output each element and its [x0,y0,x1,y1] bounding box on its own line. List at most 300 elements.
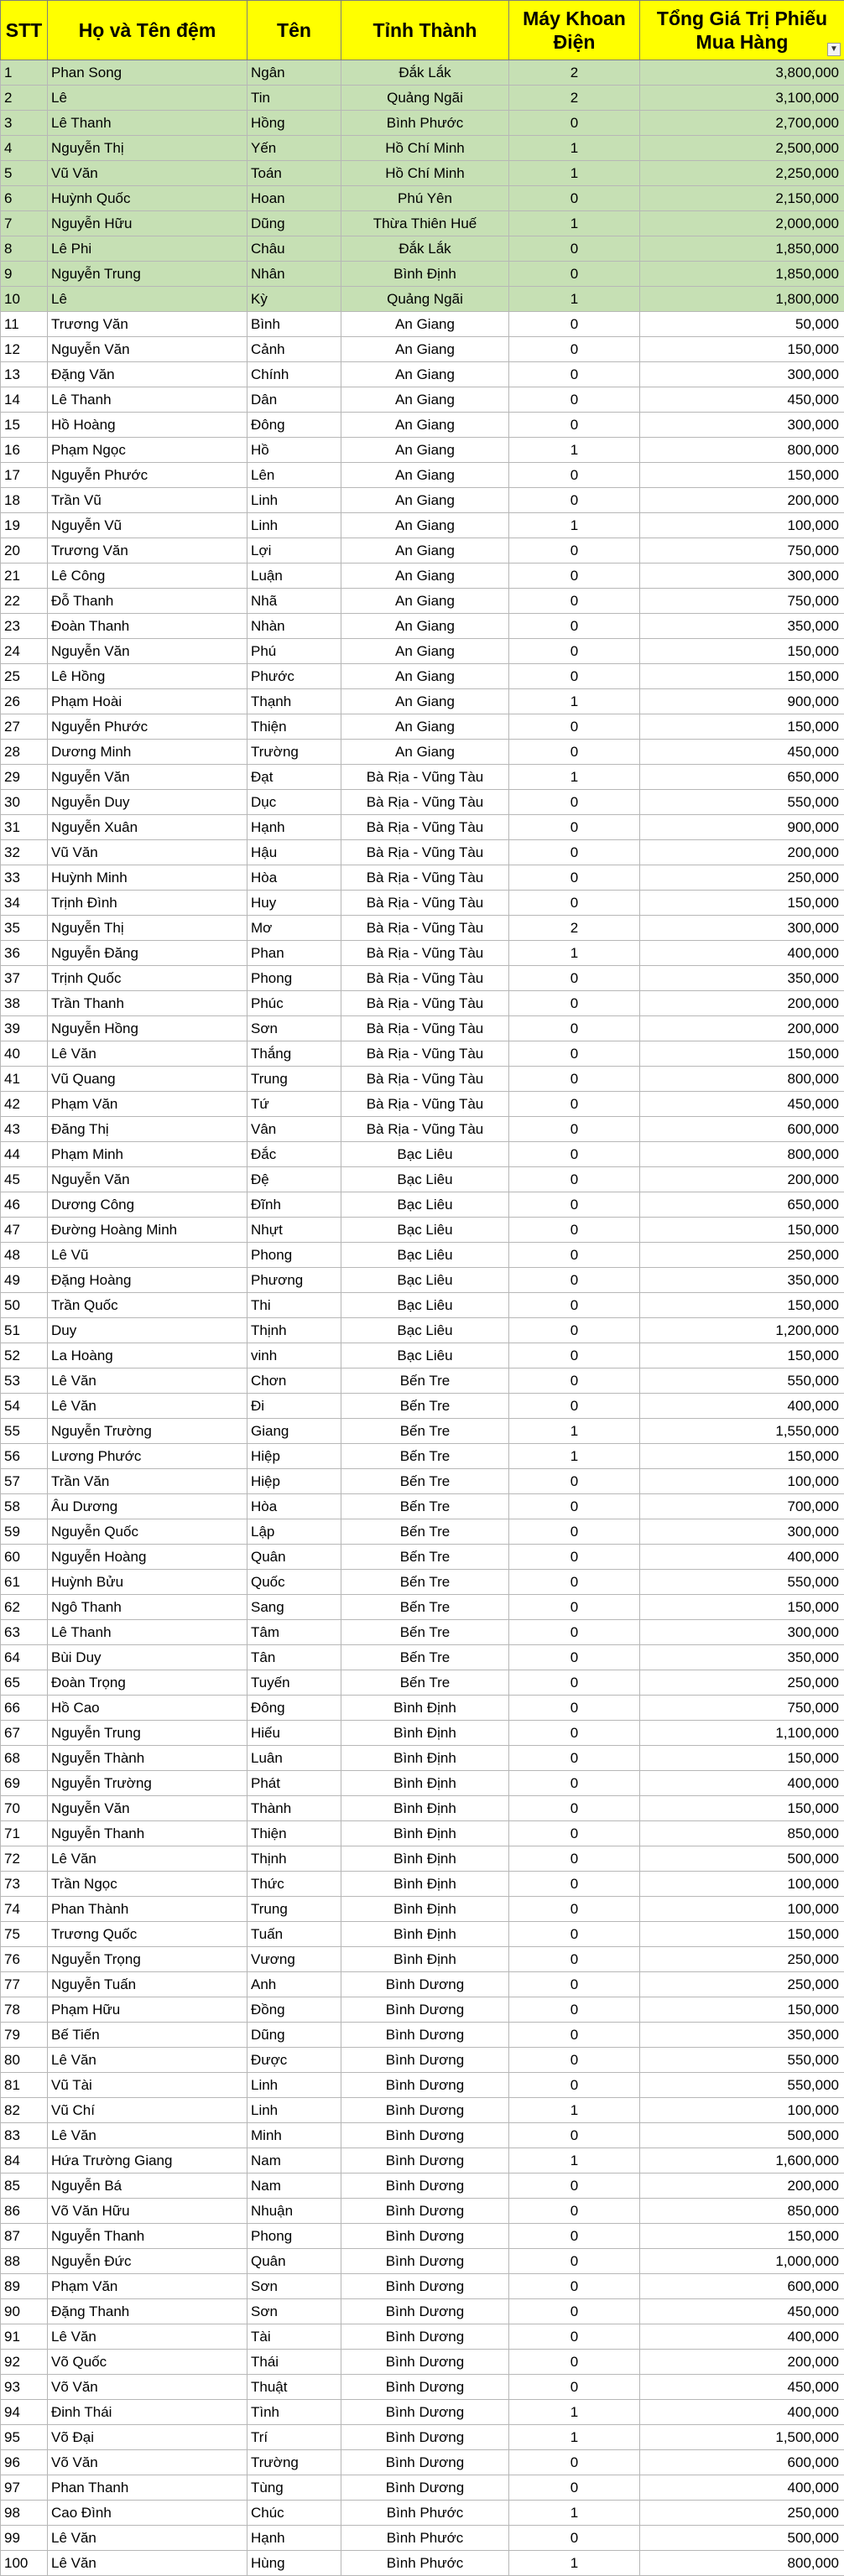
cell-may-khoan-dien[interactable]: 0 [509,262,640,287]
cell-tong-gia-tri[interactable]: 400,000 [640,941,844,966]
cell-stt[interactable]: 13 [1,362,48,387]
cell-may-khoan-dien[interactable]: 0 [509,714,640,740]
cell-ho-ten-dem[interactable]: Nguyễn Văn [48,1796,247,1821]
cell-ten[interactable]: Nhuận [247,2199,341,2224]
cell-may-khoan-dien[interactable]: 1 [509,765,640,790]
cell-ho-ten-dem[interactable]: Nguyễn Trường [48,1771,247,1796]
cell-ho-ten-dem[interactable]: Đặng Hoàng [48,1268,247,1293]
cell-may-khoan-dien[interactable]: 2 [509,60,640,86]
cell-tong-gia-tri[interactable]: 700,000 [640,1494,844,1519]
cell-ho-ten-dem[interactable]: Nguyễn Phước [48,463,247,488]
cell-stt[interactable]: 23 [1,614,48,639]
cell-stt[interactable]: 95 [1,2425,48,2450]
cell-tong-gia-tri[interactable]: 800,000 [640,438,844,463]
cell-ten[interactable]: vinh [247,1343,341,1368]
cell-tong-gia-tri[interactable]: 400,000 [640,2324,844,2350]
cell-tong-gia-tri[interactable]: 150,000 [640,2224,844,2249]
cell-tinh-thanh[interactable]: An Giang [341,689,509,714]
cell-ten[interactable]: Hùng [247,2551,341,2576]
cell-stt[interactable]: 77 [1,1972,48,1997]
cell-tong-gia-tri[interactable]: 350,000 [640,1268,844,1293]
cell-ten[interactable]: Linh [247,2073,341,2098]
cell-tinh-thanh[interactable]: Bến Tre [341,1394,509,1419]
cell-ten[interactable]: Kỳ [247,287,341,312]
cell-may-khoan-dien[interactable]: 0 [509,1494,640,1519]
cell-ho-ten-dem[interactable]: Dương Công [48,1192,247,1218]
cell-tinh-thanh[interactable]: Bình Dương [341,2350,509,2375]
cell-stt[interactable]: 38 [1,991,48,1016]
cell-ho-ten-dem[interactable]: Nguyễn Thành [48,1746,247,1771]
cell-stt[interactable]: 2 [1,86,48,111]
cell-may-khoan-dien[interactable]: 0 [509,589,640,614]
cell-may-khoan-dien[interactable]: 0 [509,1142,640,1167]
cell-stt[interactable]: 29 [1,765,48,790]
cell-ho-ten-dem[interactable]: Ngô Thanh [48,1595,247,1620]
cell-may-khoan-dien[interactable]: 0 [509,1721,640,1746]
cell-may-khoan-dien[interactable]: 0 [509,2299,640,2324]
cell-ho-ten-dem[interactable]: Phan Thành [48,1897,247,1922]
cell-may-khoan-dien[interactable]: 0 [509,2224,640,2249]
cell-ten[interactable]: Hậu [247,840,341,865]
cell-ho-ten-dem[interactable]: Nguyễn Thị [48,136,247,161]
cell-stt[interactable]: 82 [1,2098,48,2123]
cell-tinh-thanh[interactable]: Bà Rịa - Vũng Tàu [341,991,509,1016]
cell-tinh-thanh[interactable]: Bình Phước [341,2501,509,2526]
cell-tong-gia-tri[interactable]: 250,000 [640,1670,844,1696]
cell-tinh-thanh[interactable]: Bạc Liêu [341,1192,509,1218]
cell-may-khoan-dien[interactable]: 0 [509,463,640,488]
cell-may-khoan-dien[interactable]: 0 [509,1343,640,1368]
sort-filter-icon[interactable]: ▼ [827,43,841,56]
cell-may-khoan-dien[interactable]: 0 [509,2274,640,2299]
cell-stt[interactable]: 81 [1,2073,48,2098]
cell-tinh-thanh[interactable]: An Giang [341,564,509,589]
cell-ten[interactable]: Trung [247,1897,341,1922]
cell-ten[interactable]: Phương [247,1268,341,1293]
cell-tinh-thanh[interactable]: Bà Rịa - Vũng Tàu [341,1016,509,1041]
cell-tong-gia-tri[interactable]: 3,100,000 [640,86,844,111]
cell-ho-ten-dem[interactable]: Phan Song [48,60,247,86]
cell-stt[interactable]: 56 [1,1444,48,1469]
cell-tong-gia-tri[interactable]: 150,000 [640,1746,844,1771]
cell-stt[interactable]: 53 [1,1368,48,1394]
cell-ten[interactable]: Trí [247,2425,341,2450]
cell-tong-gia-tri[interactable]: 150,000 [640,1444,844,1469]
cell-ho-ten-dem[interactable]: Trương Văn [48,538,247,564]
cell-stt[interactable]: 19 [1,513,48,538]
cell-may-khoan-dien[interactable]: 1 [509,2425,640,2450]
cell-ho-ten-dem[interactable]: Lê Vũ [48,1243,247,1268]
cell-tong-gia-tri[interactable]: 750,000 [640,538,844,564]
cell-ten[interactable]: Hòa [247,865,341,891]
cell-ho-ten-dem[interactable]: Phạm Văn [48,1092,247,1117]
cell-stt[interactable]: 10 [1,287,48,312]
cell-tinh-thanh[interactable]: Bến Tre [341,1494,509,1519]
cell-tong-gia-tri[interactable]: 550,000 [640,1368,844,1394]
cell-ten[interactable]: Đắc [247,1142,341,1167]
cell-may-khoan-dien[interactable]: 0 [509,1394,640,1419]
cell-tong-gia-tri[interactable]: 850,000 [640,2199,844,2224]
cell-ten[interactable]: Chúc [247,2501,341,2526]
cell-tong-gia-tri[interactable]: 750,000 [640,589,844,614]
cell-tong-gia-tri[interactable]: 2,150,000 [640,186,844,211]
cell-may-khoan-dien[interactable]: 1 [509,513,640,538]
cell-stt[interactable]: 62 [1,1595,48,1620]
cell-may-khoan-dien[interactable]: 0 [509,1947,640,1972]
cell-may-khoan-dien[interactable]: 0 [509,1872,640,1897]
cell-may-khoan-dien[interactable]: 1 [509,2400,640,2425]
header-may-khoan-dien[interactable]: Máy Khoan Điện [509,1,640,60]
cell-tong-gia-tri[interactable]: 550,000 [640,1570,844,1595]
cell-ho-ten-dem[interactable]: Nguyễn Đức [48,2249,247,2274]
cell-ho-ten-dem[interactable]: Đoàn Thanh [48,614,247,639]
cell-tong-gia-tri[interactable]: 1,850,000 [640,262,844,287]
cell-ho-ten-dem[interactable]: Lê Hồng [48,664,247,689]
cell-tinh-thanh[interactable]: An Giang [341,463,509,488]
cell-stt[interactable]: 30 [1,790,48,815]
cell-tinh-thanh[interactable]: Bà Rịa - Vũng Tàu [341,1067,509,1092]
cell-tinh-thanh[interactable]: Bạc Liêu [341,1318,509,1343]
cell-ten[interactable]: Nam [247,2174,341,2199]
cell-may-khoan-dien[interactable]: 1 [509,689,640,714]
cell-tong-gia-tri[interactable]: 150,000 [640,463,844,488]
cell-tinh-thanh[interactable]: Bà Rịa - Vũng Tàu [341,815,509,840]
cell-ten[interactable]: Vương [247,1947,341,1972]
cell-stt[interactable]: 45 [1,1167,48,1192]
header-ten[interactable]: Tên [247,1,341,60]
cell-ten[interactable]: Hiệp [247,1444,341,1469]
cell-tong-gia-tri[interactable]: 100,000 [640,1469,844,1494]
cell-tinh-thanh[interactable]: Bình Dương [341,2098,509,2123]
cell-stt[interactable]: 7 [1,211,48,236]
cell-ho-ten-dem[interactable]: Phạm Hữu [48,1997,247,2023]
cell-ho-ten-dem[interactable]: Duy [48,1318,247,1343]
cell-tinh-thanh[interactable]: Bình Phước [341,2551,509,2576]
cell-tong-gia-tri[interactable]: 250,000 [640,1972,844,1997]
cell-stt[interactable]: 21 [1,564,48,589]
cell-may-khoan-dien[interactable]: 0 [509,1368,640,1394]
cell-tong-gia-tri[interactable]: 1,800,000 [640,287,844,312]
cell-tinh-thanh[interactable]: Bà Rịa - Vũng Tàu [341,1092,509,1117]
cell-ten[interactable]: Đạt [247,765,341,790]
cell-stt[interactable]: 26 [1,689,48,714]
cell-tong-gia-tri[interactable]: 300,000 [640,413,844,438]
cell-may-khoan-dien[interactable]: 0 [509,2450,640,2475]
cell-tinh-thanh[interactable]: An Giang [341,312,509,337]
cell-stt[interactable]: 4 [1,136,48,161]
cell-may-khoan-dien[interactable]: 0 [509,2475,640,2501]
cell-tinh-thanh[interactable]: An Giang [341,614,509,639]
cell-tong-gia-tri[interactable]: 450,000 [640,2375,844,2400]
cell-ho-ten-dem[interactable]: Phạm Văn [48,2274,247,2299]
cell-ten[interactable]: Dân [247,387,341,413]
cell-tinh-thanh[interactable]: An Giang [341,362,509,387]
cell-ten[interactable]: Phan [247,941,341,966]
cell-tong-gia-tri[interactable]: 400,000 [640,1394,844,1419]
cell-ten[interactable]: Quốc [247,1570,341,1595]
cell-tong-gia-tri[interactable]: 150,000 [640,1595,844,1620]
cell-tinh-thanh[interactable]: Bình Dương [341,2375,509,2400]
cell-tinh-thanh[interactable]: Bình Dương [341,2425,509,2450]
cell-stt[interactable]: 89 [1,2274,48,2299]
cell-tinh-thanh[interactable]: Bến Tre [341,1368,509,1394]
cell-ten[interactable]: Tùng [247,2475,341,2501]
cell-ho-ten-dem[interactable]: Trịnh Đình [48,891,247,916]
cell-stt[interactable]: 34 [1,891,48,916]
cell-ho-ten-dem[interactable]: Võ Đại [48,2425,247,2450]
cell-ten[interactable]: Vân [247,1117,341,1142]
cell-ho-ten-dem[interactable]: Huỳnh Quốc [48,186,247,211]
cell-stt[interactable]: 59 [1,1519,48,1545]
cell-ho-ten-dem[interactable]: Nguyễn Văn [48,1167,247,1192]
cell-stt[interactable]: 52 [1,1343,48,1368]
cell-tong-gia-tri[interactable]: 800,000 [640,1067,844,1092]
cell-may-khoan-dien[interactable]: 1 [509,136,640,161]
cell-tong-gia-tri[interactable]: 600,000 [640,2274,844,2299]
cell-tinh-thanh[interactable]: An Giang [341,664,509,689]
cell-ten[interactable]: Linh [247,2098,341,2123]
cell-ten[interactable]: Trường [247,740,341,765]
cell-stt[interactable]: 69 [1,1771,48,1796]
cell-tinh-thanh[interactable]: Bình Định [341,1846,509,1872]
cell-tinh-thanh[interactable]: Bình Định [341,1721,509,1746]
cell-ho-ten-dem[interactable]: Lê Văn [48,1394,247,1419]
cell-tong-gia-tri[interactable]: 200,000 [640,1016,844,1041]
cell-ten[interactable]: Hạnh [247,2526,341,2551]
cell-tong-gia-tri[interactable]: 150,000 [640,1041,844,1067]
header-tong-gia-tri[interactable] [640,1,844,60]
cell-stt[interactable]: 33 [1,865,48,891]
cell-tong-gia-tri[interactable]: 200,000 [640,840,844,865]
cell-ho-ten-dem[interactable]: Nguyễn Văn [48,765,247,790]
cell-tong-gia-tri[interactable]: 300,000 [640,916,844,941]
cell-tong-gia-tri[interactable]: 450,000 [640,1092,844,1117]
cell-tong-gia-tri[interactable]: 100,000 [640,2098,844,2123]
cell-may-khoan-dien[interactable]: 0 [509,1545,640,1570]
cell-ten[interactable]: Tin [247,86,341,111]
cell-ho-ten-dem[interactable]: Võ Văn [48,2375,247,2400]
cell-ho-ten-dem[interactable]: Nguyễn Trung [48,262,247,287]
cell-tinh-thanh[interactable]: An Giang [341,513,509,538]
cell-ho-ten-dem[interactable]: Nguyễn Duy [48,790,247,815]
cell-may-khoan-dien[interactable]: 1 [509,438,640,463]
cell-ho-ten-dem[interactable]: Đăng Thị [48,1117,247,1142]
cell-may-khoan-dien[interactable]: 0 [509,2249,640,2274]
cell-ho-ten-dem[interactable]: Lê [48,287,247,312]
cell-tong-gia-tri[interactable]: 200,000 [640,2350,844,2375]
cell-ho-ten-dem[interactable]: Nguyễn Hoàng [48,1545,247,1570]
cell-may-khoan-dien[interactable]: 1 [509,2551,640,2576]
cell-stt[interactable]: 40 [1,1041,48,1067]
cell-tong-gia-tri[interactable]: 500,000 [640,2123,844,2148]
cell-ho-ten-dem[interactable]: Lê Phi [48,236,247,262]
cell-ten[interactable]: Tài [247,2324,341,2350]
cell-stt[interactable]: 90 [1,2299,48,2324]
cell-stt[interactable]: 66 [1,1696,48,1721]
cell-stt[interactable]: 8 [1,236,48,262]
cell-tinh-thanh[interactable]: Bến Tre [341,1519,509,1545]
cell-tong-gia-tri[interactable]: 500,000 [640,1846,844,1872]
cell-ten[interactable]: Dũng [247,2023,341,2048]
cell-stt[interactable]: 48 [1,1243,48,1268]
cell-tong-gia-tri[interactable]: 2,000,000 [640,211,844,236]
cell-tong-gia-tri[interactable]: 250,000 [640,2501,844,2526]
cell-ten[interactable]: Thi [247,1293,341,1318]
cell-ten[interactable]: Thức [247,1872,341,1897]
cell-ten[interactable]: Nhựt [247,1218,341,1243]
header-tinh-thanh[interactable]: Tỉnh Thành [341,1,509,60]
cell-ten[interactable]: Nam [247,2148,341,2174]
cell-stt[interactable]: 28 [1,740,48,765]
cell-stt[interactable]: 64 [1,1645,48,1670]
cell-ho-ten-dem[interactable]: Trần Văn [48,1469,247,1494]
cell-stt[interactable]: 51 [1,1318,48,1343]
cell-tinh-thanh[interactable]: Bình Dương [341,2023,509,2048]
cell-stt[interactable]: 11 [1,312,48,337]
cell-stt[interactable]: 74 [1,1897,48,1922]
cell-may-khoan-dien[interactable]: 0 [509,2048,640,2073]
cell-ten[interactable]: Yến [247,136,341,161]
cell-stt[interactable]: 71 [1,1821,48,1846]
cell-tong-gia-tri[interactable]: 450,000 [640,740,844,765]
cell-tinh-thanh[interactable]: Bến Tre [341,1670,509,1696]
cell-ho-ten-dem[interactable]: Lê Thanh [48,111,247,136]
cell-stt[interactable]: 67 [1,1721,48,1746]
cell-may-khoan-dien[interactable]: 0 [509,2199,640,2224]
cell-tinh-thanh[interactable]: Bến Tre [341,1545,509,1570]
cell-ho-ten-dem[interactable]: Nguyễn Hồng [48,1016,247,1041]
cell-stt[interactable]: 41 [1,1067,48,1092]
cell-ho-ten-dem[interactable]: Vũ Văn [48,840,247,865]
cell-ho-ten-dem[interactable]: Lê Văn [48,2048,247,2073]
cell-ten[interactable]: Huy [247,891,341,916]
cell-stt[interactable]: 57 [1,1469,48,1494]
cell-ten[interactable]: Luận [247,564,341,589]
cell-ten[interactable]: Mơ [247,916,341,941]
cell-may-khoan-dien[interactable]: 1 [509,2501,640,2526]
cell-may-khoan-dien[interactable]: 0 [509,1696,640,1721]
cell-ho-ten-dem[interactable]: Đặng Văn [48,362,247,387]
cell-tinh-thanh[interactable]: Bình Định [341,1696,509,1721]
cell-ho-ten-dem[interactable]: Đoàn Trọng [48,1670,247,1696]
cell-ho-ten-dem[interactable]: Nguyễn Văn [48,337,247,362]
cell-may-khoan-dien[interactable]: 0 [509,1595,640,1620]
cell-tinh-thanh[interactable]: Hồ Chí Minh [341,136,509,161]
cell-tong-gia-tri[interactable]: 400,000 [640,1545,844,1570]
cell-ho-ten-dem[interactable]: Huỳnh Minh [48,865,247,891]
cell-ten[interactable]: Sơn [247,2274,341,2299]
cell-tinh-thanh[interactable]: Bạc Liêu [341,1343,509,1368]
cell-ten[interactable]: Anh [247,1972,341,1997]
cell-ho-ten-dem[interactable]: Hồ Hoàng [48,413,247,438]
cell-tinh-thanh[interactable]: Bình Định [341,1947,509,1972]
cell-may-khoan-dien[interactable]: 1 [509,2148,640,2174]
cell-may-khoan-dien[interactable]: 0 [509,488,640,513]
cell-may-khoan-dien[interactable]: 0 [509,1846,640,1872]
cell-ten[interactable]: Tứ [247,1092,341,1117]
cell-ten[interactable]: Phong [247,1243,341,1268]
cell-stt[interactable]: 17 [1,463,48,488]
cell-ten[interactable]: Hạnh [247,815,341,840]
cell-may-khoan-dien[interactable]: 0 [509,1922,640,1947]
header-ho-ten-dem[interactable]: Họ và Tên đệm [48,1,247,60]
cell-tong-gia-tri[interactable]: 200,000 [640,488,844,513]
cell-may-khoan-dien[interactable]: 2 [509,916,640,941]
cell-tong-gia-tri[interactable]: 450,000 [640,387,844,413]
cell-tong-gia-tri[interactable]: 250,000 [640,1243,844,1268]
cell-tong-gia-tri[interactable]: 200,000 [640,2174,844,2199]
cell-tong-gia-tri[interactable]: 550,000 [640,2048,844,2073]
cell-tong-gia-tri[interactable]: 600,000 [640,2450,844,2475]
cell-stt[interactable]: 25 [1,664,48,689]
cell-stt[interactable]: 94 [1,2400,48,2425]
cell-may-khoan-dien[interactable]: 0 [509,111,640,136]
cell-stt[interactable]: 84 [1,2148,48,2174]
cell-stt[interactable]: 61 [1,1570,48,1595]
cell-tong-gia-tri[interactable]: 500,000 [640,2526,844,2551]
cell-stt[interactable]: 70 [1,1796,48,1821]
cell-ho-ten-dem[interactable]: Nguyễn Xuân [48,815,247,840]
cell-stt[interactable]: 65 [1,1670,48,1696]
cell-ten[interactable]: Phúc [247,991,341,1016]
cell-may-khoan-dien[interactable]: 0 [509,1997,640,2023]
cell-stt[interactable]: 79 [1,2023,48,2048]
cell-ten[interactable]: Luân [247,1746,341,1771]
cell-tinh-thanh[interactable]: An Giang [341,438,509,463]
cell-may-khoan-dien[interactable]: 0 [509,639,640,664]
cell-tong-gia-tri[interactable]: 150,000 [640,639,844,664]
cell-ho-ten-dem[interactable]: Cao Đình [48,2501,247,2526]
cell-tinh-thanh[interactable]: Bình Dương [341,2249,509,2274]
cell-may-khoan-dien[interactable]: 0 [509,564,640,589]
cell-stt[interactable]: 97 [1,2475,48,2501]
cell-may-khoan-dien[interactable]: 0 [509,538,640,564]
cell-tong-gia-tri[interactable]: 150,000 [640,714,844,740]
cell-may-khoan-dien[interactable]: 0 [509,1016,640,1041]
cell-ten[interactable]: Hoan [247,186,341,211]
cell-stt[interactable]: 73 [1,1872,48,1897]
cell-tinh-thanh[interactable]: Bạc Liêu [341,1268,509,1293]
cell-may-khoan-dien[interactable]: 1 [509,161,640,186]
cell-stt[interactable]: 16 [1,438,48,463]
cell-ten[interactable]: Cảnh [247,337,341,362]
cell-stt[interactable]: 32 [1,840,48,865]
cell-may-khoan-dien[interactable]: 0 [509,664,640,689]
cell-ho-ten-dem[interactable]: Lê Thanh [48,387,247,413]
cell-ho-ten-dem[interactable]: Bế Tiến [48,2023,247,2048]
cell-ten[interactable]: Tình [247,2400,341,2425]
cell-tong-gia-tri[interactable]: 900,000 [640,815,844,840]
cell-ho-ten-dem[interactable]: Nguyễn Tuấn [48,1972,247,1997]
cell-ten[interactable]: Đông [247,413,341,438]
cell-tong-gia-tri[interactable]: 100,000 [640,513,844,538]
cell-tong-gia-tri[interactable]: 1,850,000 [640,236,844,262]
cell-may-khoan-dien[interactable]: 1 [509,287,640,312]
cell-tinh-thanh[interactable]: Thừa Thiên Huế [341,211,509,236]
cell-tinh-thanh[interactable]: Bà Rịa - Vũng Tàu [341,790,509,815]
cell-ho-ten-dem[interactable]: Trương Quốc [48,1922,247,1947]
cell-ten[interactable]: Tâm [247,1620,341,1645]
cell-tinh-thanh[interactable]: An Giang [341,387,509,413]
cell-tinh-thanh[interactable]: Bà Rịa - Vũng Tàu [341,891,509,916]
cell-stt[interactable]: 5 [1,161,48,186]
cell-tinh-thanh[interactable]: Bà Rịa - Vũng Tàu [341,865,509,891]
cell-may-khoan-dien[interactable]: 1 [509,2098,640,2123]
cell-tinh-thanh[interactable]: Bình Định [341,262,509,287]
cell-ho-ten-dem[interactable]: Lê Văn [48,1846,247,1872]
cell-tong-gia-tri[interactable]: 850,000 [640,1821,844,1846]
cell-tinh-thanh[interactable]: Bình Dương [341,2274,509,2299]
